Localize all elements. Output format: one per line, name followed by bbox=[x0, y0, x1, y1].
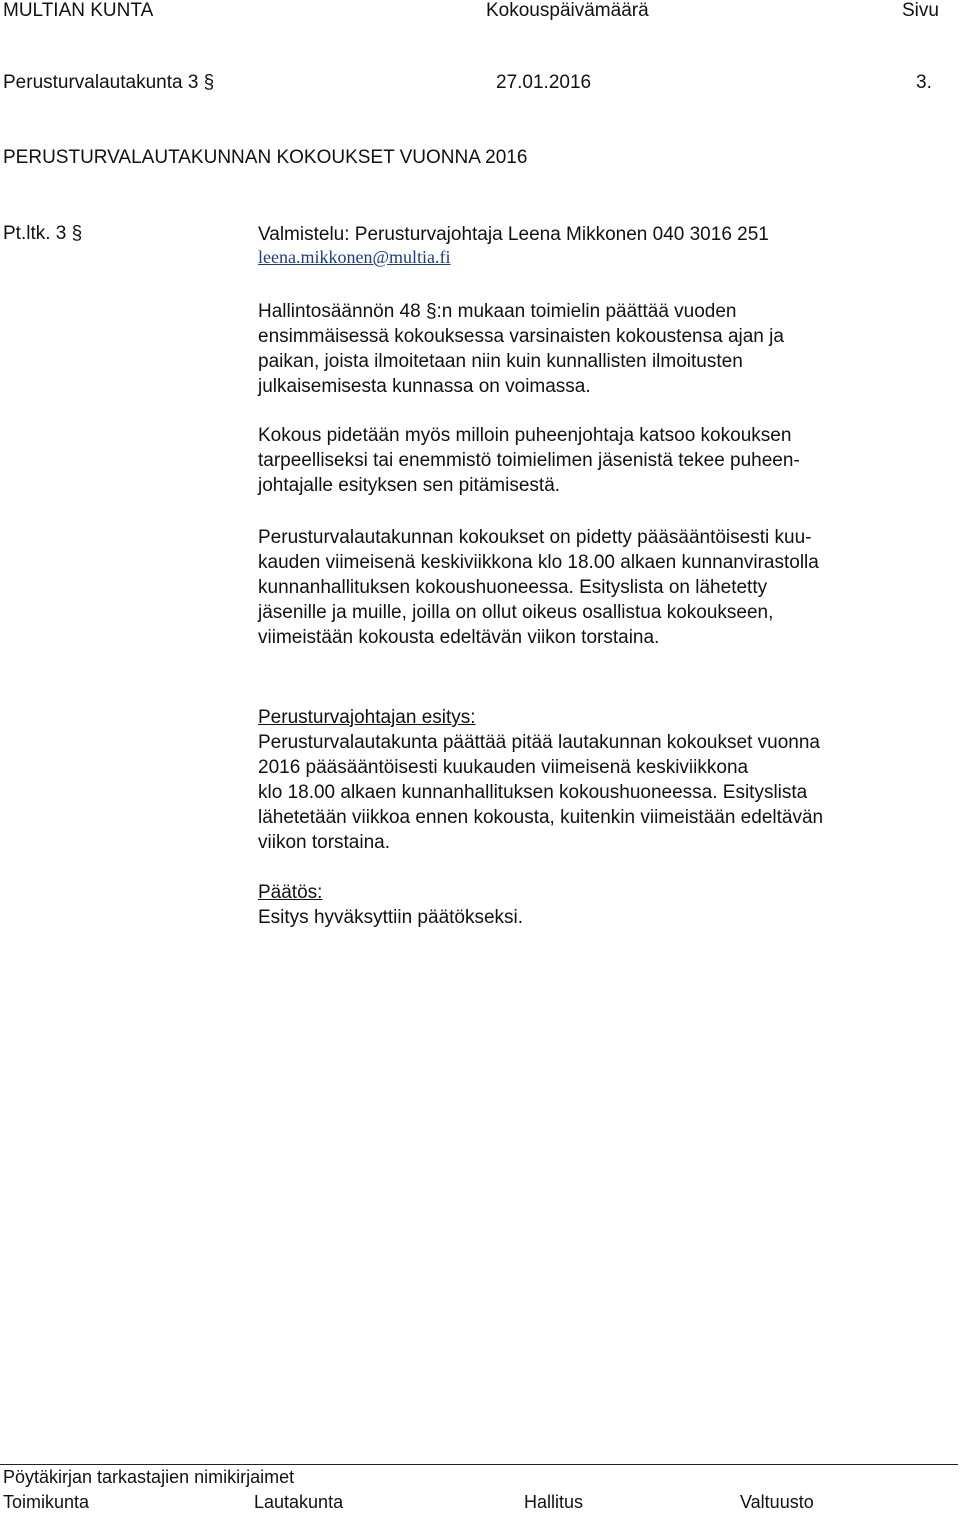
paragraph-line: viimeistään kokousta edeltävän viikon torstaina. bbox=[258, 627, 660, 648]
footer-body-valtuusto: Valtuusto bbox=[740, 1492, 814, 1512]
proposal-line: lähetetään viikkoa ennen kokousta, kuitenkin viimeistään edeltävän bbox=[258, 807, 824, 828]
proposal-heading: Perusturvajohtajan esitys: bbox=[258, 707, 476, 728]
footer-signatures-label: Pöytäkirjan tarkastajien nimikirjaimet bbox=[3, 1467, 295, 1487]
proposal-block bbox=[258, 705, 918, 855]
preparation-block bbox=[258, 222, 918, 268]
meta-board: Perusturvalautakunta 3 § bbox=[3, 72, 215, 93]
item-number: Pt.ltk. 3 § bbox=[3, 223, 83, 244]
proposal-line: viikon torstaina. bbox=[258, 832, 391, 853]
proposal-line: 2016 pääsääntöisesti kuukauden viimeisenä keskiviikkona bbox=[258, 757, 749, 778]
header-organization: MULTIAN KUNTA bbox=[3, 0, 154, 21]
header-page-label: Sivu bbox=[902, 0, 939, 21]
paragraph-2 bbox=[258, 423, 918, 498]
paragraph-line: ensimmäisessä kokouksessa varsinaisten kokoustensa ajan ja bbox=[258, 326, 784, 347]
paragraph-line: kauden viimeisenä keskiviikkona klo 18.00 alkaen kunnanvirastolla bbox=[258, 552, 819, 573]
footer-body-toimikunta: Toimikunta bbox=[3, 1492, 90, 1512]
meta-page-number: 3. bbox=[916, 72, 932, 93]
email-link[interactable]: leena.mikkonen@multia.fi bbox=[258, 247, 451, 267]
paragraph-line: jäsenille ja muille, joilla on ollut oikeus osallistua kokoukseen, bbox=[258, 602, 774, 623]
paragraph-line: kunnanhallituksen kokoushuoneessa. Esityslista on lähetetty bbox=[258, 577, 768, 598]
paragraph-line: Hallintosäännön 48 §:n mukaan toimielin päättää vuoden bbox=[258, 301, 737, 322]
paragraph-line: Perusturvalautakunnan kokoukset on pidetty pääsääntöisesti kuu- bbox=[258, 527, 812, 548]
footer-body-hallitus: Hallitus bbox=[524, 1492, 584, 1512]
paragraph-line: tarpeelliseksi tai enemmistö toimielimen jäsenistä tekee puheen- bbox=[258, 450, 800, 471]
meta-date: 27.01.2016 bbox=[496, 72, 592, 93]
header-date-label: Kokouspäivämäärä bbox=[486, 0, 649, 21]
footer-body-lautakunta: Lautakunta bbox=[254, 1492, 344, 1512]
decision-text: Esitys hyväksyttiin päätökseksi. bbox=[258, 907, 524, 928]
preparation-text: Valmistelu: Perusturvajohtaja Leena Mikkonen 040 3016 251 bbox=[258, 224, 769, 245]
paragraph-line: julkaisemisesta kunnassa on voimassa. bbox=[258, 376, 591, 397]
paragraph-line: paikan, joista ilmoitetaan niin kuin kunnallisten ilmoitusten bbox=[258, 351, 743, 372]
section-title: PERUSTURVALAUTAKUNNAN KOKOUKSET VUONNA 2016 bbox=[3, 147, 528, 168]
paragraph-1 bbox=[258, 299, 918, 399]
decision-heading: Päätös: bbox=[258, 882, 323, 903]
proposal-line: klo 18.00 alkaen kunnanhallituksen kokoushuoneessa. Esityslista bbox=[258, 782, 808, 803]
paragraph-line: Kokous pidetään myös milloin puheenjohtaja katsoo kokouksen bbox=[258, 425, 792, 446]
paragraph-line: johtajalle esityksen sen pitämisestä. bbox=[258, 475, 561, 496]
paragraph-3 bbox=[258, 525, 918, 650]
footer-divider bbox=[0, 1464, 958, 1465]
proposal-line: Perusturvalautakunta päättää pitää lautakunnan kokoukset vuonna bbox=[258, 732, 820, 753]
decision-block bbox=[258, 880, 918, 930]
